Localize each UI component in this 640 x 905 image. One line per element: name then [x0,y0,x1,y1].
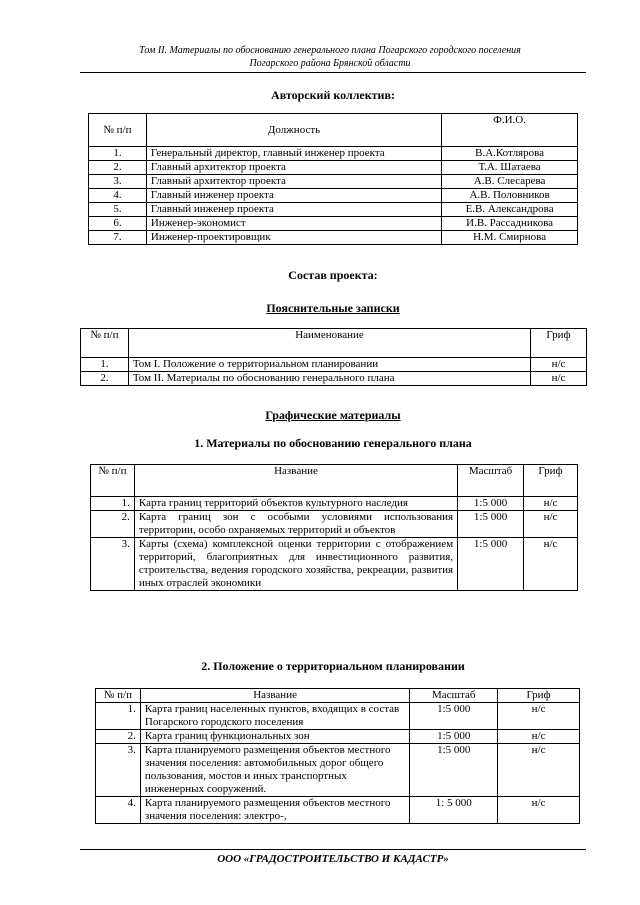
row-number: 3. [91,538,135,591]
row-grif: н/с [498,730,580,744]
authors-col-number: № п/п [89,114,147,147]
s2-col-name: Название [140,689,409,703]
table-row [89,161,578,175]
row-scale: 1:5 000 [458,538,524,591]
row-position: Главный инженер проекта [146,203,441,217]
s2-col-grif: Гриф [498,689,580,703]
section2-table [95,688,580,824]
row-name: Карта границ населенных пунктов, входящих в состав Погарского городского поселения [140,703,409,730]
notes-col-number: № п/п [81,329,129,358]
row-position: Генеральный директор, главный инженер проекта [146,147,441,161]
graphic-title: Графические материалы [265,408,401,422]
row-number: 2. [96,730,141,744]
row-position: Инженер-экономист [146,217,441,231]
table-row [89,189,578,203]
row-scale: 1:5 000 [458,497,524,511]
s2-col-scale: Масштаб [410,689,498,703]
row-number: 3. [96,744,141,797]
table-row [89,217,578,231]
row-name: И.В. Рассадникова [442,217,578,231]
notes-col-name: Наименование [128,329,530,358]
row-grif: н/с [531,358,587,372]
row-name: А.В. Слесарева [442,175,578,189]
s1-col-grif: Гриф [524,465,578,497]
authors-col-name: Ф.И.О. [442,114,578,147]
row-grif: н/с [524,497,578,511]
row-position: Главный архитектор проекта [146,161,441,175]
row-number: 5. [89,203,147,217]
row-scale: 1:5 000 [410,730,498,744]
authors-title: Авторский коллектив: [271,88,395,102]
table-row [81,372,587,386]
row-number: 1. [91,497,135,511]
s2-col-number: № п/п [96,689,141,703]
row-number: 2. [91,511,135,538]
row-name: Карта планируемого размещения объектов местного значения поселения: автомобильных дорог общего пользования, мостов и иных транспортных инженерных сооружений. [140,744,409,797]
table-row [96,797,580,824]
row-scale: 1: 5 000 [410,797,498,824]
row-number: 2. [89,161,147,175]
row-name: Том I. Положение о территориальном планировании [128,358,530,372]
project-title: Состав проекта: [288,268,378,282]
row-name: А.В. Половников [442,189,578,203]
row-grif: н/с [531,372,587,386]
row-name: Карта границ функциональных зон [140,730,409,744]
table-row [91,538,578,591]
row-name: Н.М. Смирнова [442,231,578,245]
row-position: Главный инженер проекта [146,189,441,203]
authors-table [88,113,578,245]
section1-title: 1. Материалы по обоснованию генерального плана [194,436,472,450]
row-number: 3. [89,175,147,189]
row-grif: н/с [498,744,580,797]
table-row [89,231,578,245]
authors-col-position: Должность [146,114,441,147]
row-grif: н/с [524,511,578,538]
row-number: 6. [89,217,147,231]
row-name: Т.А. Шатаева [442,161,578,175]
s1-col-number: № п/п [91,465,135,497]
row-scale: 1:5 000 [410,703,498,730]
table-row [89,203,578,217]
table-row [91,497,578,511]
row-number: 1. [96,703,141,730]
notes-col-grif: Гриф [531,329,587,358]
table-row [89,175,578,189]
s1-col-scale: Масштаб [458,465,524,497]
row-number: 7. [89,231,147,245]
row-name: Карта планируемого размещения объектов местного значения поселения: электро-, [140,797,409,824]
row-number: 2. [81,372,129,386]
row-name: В.А.Котлярова [442,147,578,161]
row-position: Инженер-проектировщик [146,231,441,245]
header-line-1: Том II. Материалы по обоснованию генерального плана Погарского городского поселения [139,45,521,56]
running-header [110,44,550,70]
row-name: Карта границ зон с особыми условиями использования территории, особо охраняемых территорий и объектов [134,511,457,538]
table-row [96,730,580,744]
notes-table [80,328,587,386]
row-scale: 1:5 000 [410,744,498,797]
header-divider [80,72,586,73]
row-name: Е.В. Александрова [442,203,578,217]
row-name: Том II. Материалы по обоснованию генерального плана [128,372,530,386]
header-line-2: Погарского района Брянской области [249,58,411,69]
table-row [96,744,580,797]
notes-title: Пояснительные записки [266,301,400,315]
table-row [96,703,580,730]
row-number: 4. [96,797,141,824]
running-footer: ООО «ГРАДОСТРОИТЕЛЬСТВО И КАДАСТР» [217,853,449,865]
section1-table [90,464,578,591]
row-name: Карты (схема) комплексной оценки территории с отображением территорий, благоприятных для инвестиционного развития, строительства, ведения городского хозяйства, рекреации, развития иных отраслей экономики [134,538,457,591]
row-number: 1. [81,358,129,372]
s1-col-name: Название [134,465,457,497]
row-name: Карта границ территорий объектов культурного наследия [134,497,457,511]
footer-divider [80,849,586,850]
row-scale: 1:5 000 [458,511,524,538]
row-number: 4. [89,189,147,203]
row-grif: н/с [498,703,580,730]
table-row [91,511,578,538]
row-grif: н/с [498,797,580,824]
section2-title: 2. Положение о территориальном планировании [201,659,465,673]
table-row [89,147,578,161]
row-number: 1. [89,147,147,161]
table-row [81,358,587,372]
row-grif: н/с [524,538,578,591]
row-position: Главный архитектор проекта [146,175,441,189]
